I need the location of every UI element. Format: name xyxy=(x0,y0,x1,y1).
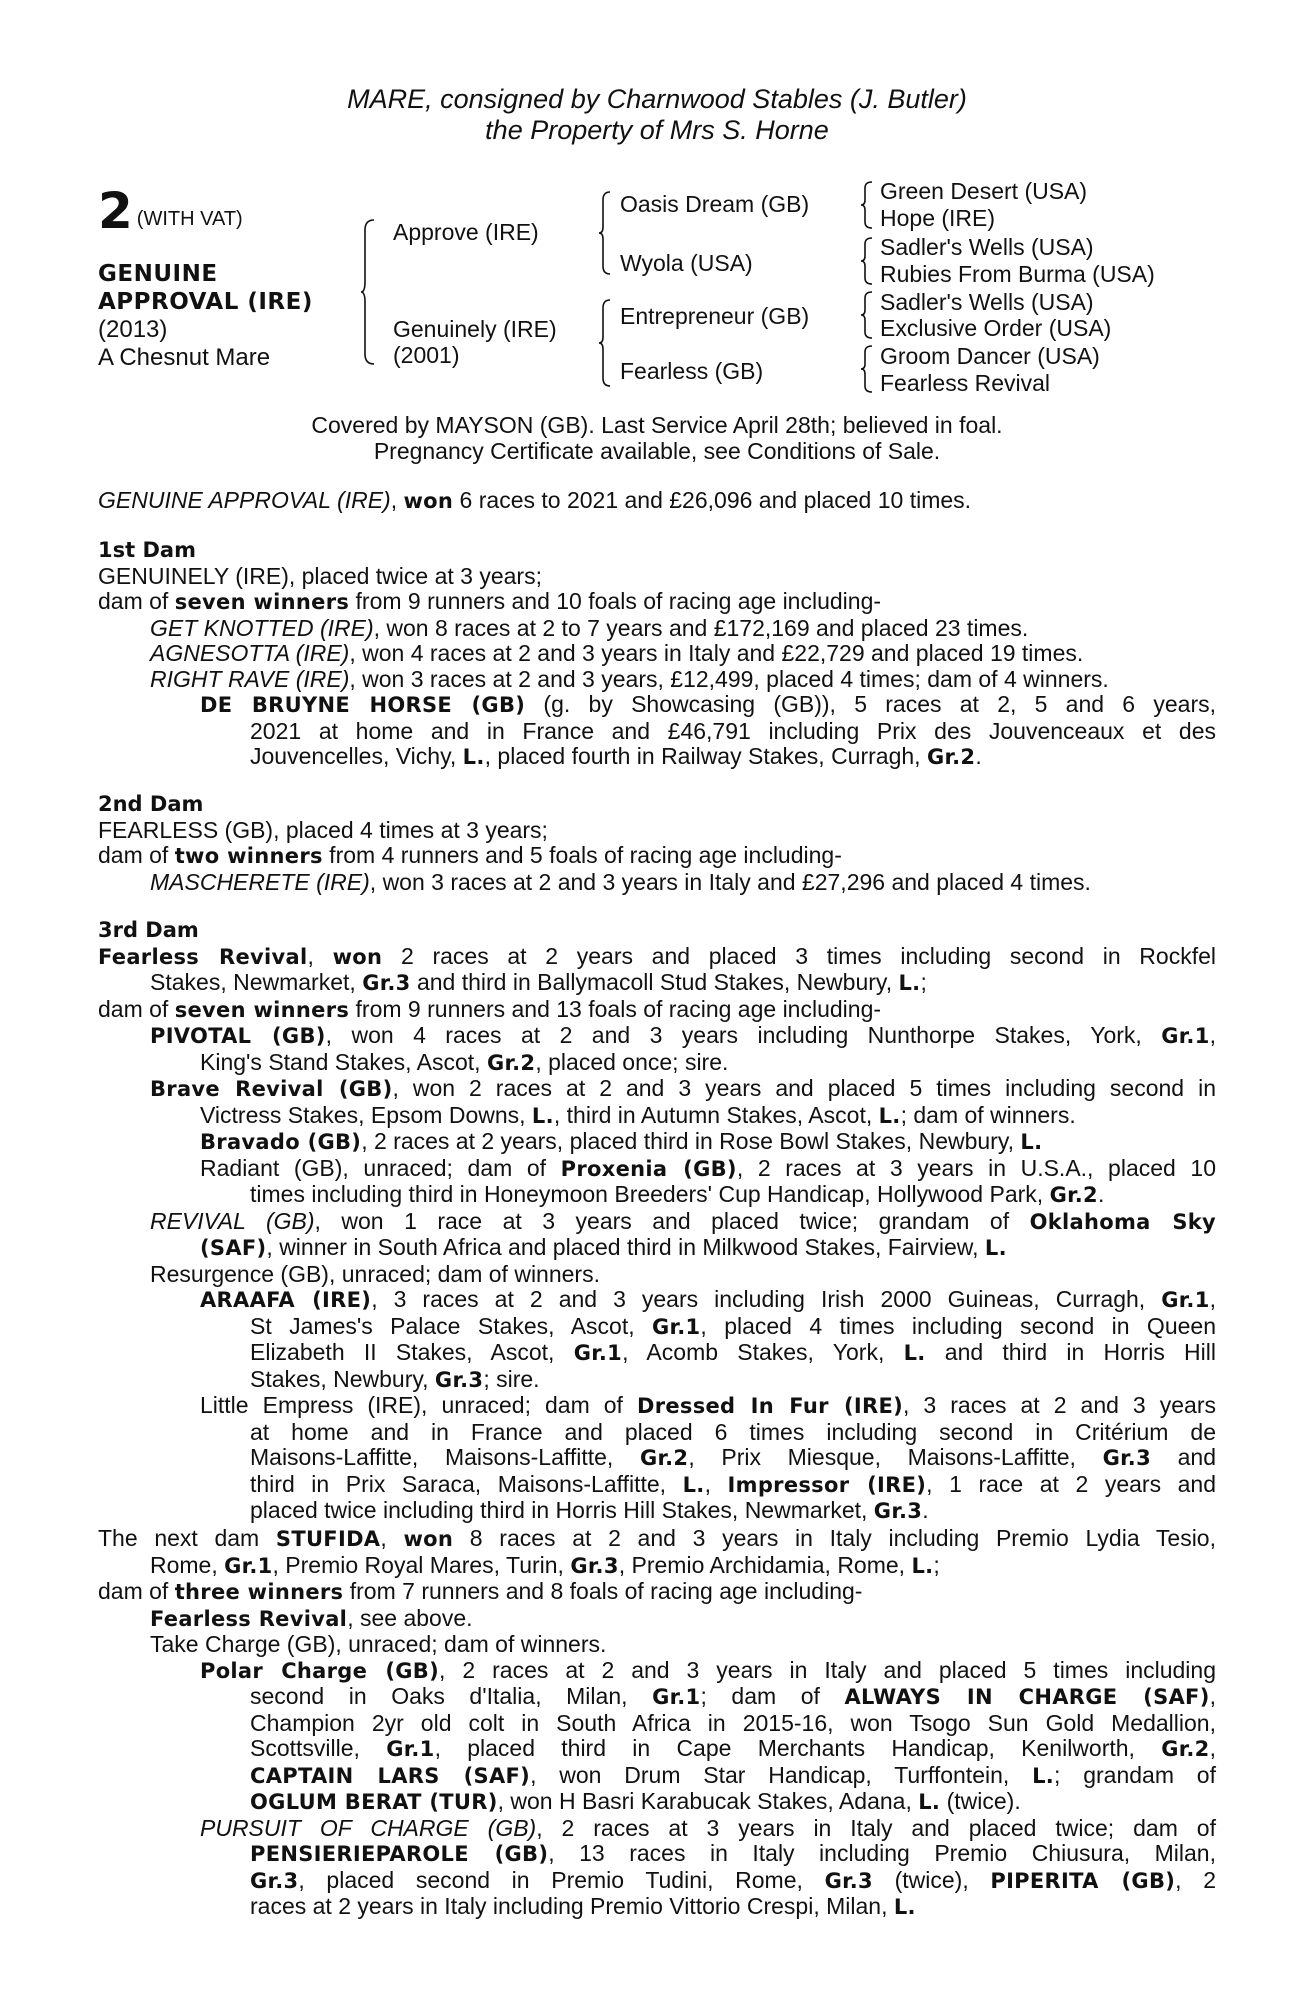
grade-label: L. xyxy=(878,1103,901,1128)
text-span: Jouvencelles, Vichy, xyxy=(250,743,463,769)
dds-name: Groom Dancer (USA) xyxy=(880,343,1100,369)
text-span: , placed once; sire. xyxy=(535,1048,729,1075)
offspring-line: Take Charge (GB), unraced; dam of winners. xyxy=(150,1631,607,1657)
text-span: Maisons-Laffitte, Maisons-Laffitte, xyxy=(250,1444,640,1470)
great-grandchild-name: PIPERITA (GB) xyxy=(990,1868,1176,1893)
grandchild-name: Polar Charge (GB) xyxy=(200,1658,440,1683)
text-span: and xyxy=(1150,1444,1217,1470)
grandchild-country: (SAF) xyxy=(200,1236,267,1260)
second-dam-title: 2nd Dam xyxy=(98,792,204,816)
grandchild-name: Proxenia (GB) xyxy=(560,1156,737,1181)
grade-label: L. xyxy=(911,1553,934,1578)
winners-count: two winners xyxy=(174,844,323,868)
winners-count: three winners xyxy=(174,1580,344,1604)
ss-brace xyxy=(860,180,874,230)
text-span: Stakes, Newbury, xyxy=(250,1365,435,1392)
dss-name: Sadler's Wells (USA) xyxy=(880,289,1094,315)
text-span: ; sire. xyxy=(483,1365,540,1392)
text-span: second in Oaks d'Italia, Milan, xyxy=(250,1683,653,1709)
grade-label: L. xyxy=(1032,1763,1055,1788)
text-span: . xyxy=(975,743,982,769)
sire-sire: Oasis Dream (GB) xyxy=(620,191,810,217)
text-span: , 3 races at 2 and 3 years including Irish 2000 Guineas, Curragh, xyxy=(371,1286,1162,1312)
text-span: Scottsville, xyxy=(250,1735,387,1761)
covered-line: Covered by MAYSON (GB). Last Service April 28th; believed in foal. xyxy=(311,412,1003,438)
text-span: , xyxy=(307,942,333,969)
summary-won: won xyxy=(403,489,454,513)
text-span: , Premio Archidamia, Rome, xyxy=(618,1551,912,1578)
grandchild-name: Bravado (GB) xyxy=(200,1130,362,1154)
text-span: from 9 runners and 10 foals of racing age including- xyxy=(349,588,882,614)
horse-name-line1: GENUINE xyxy=(98,261,218,287)
grade-label: L. xyxy=(462,745,485,769)
text-span: ; dam of winners. xyxy=(900,1101,1076,1128)
offspring-record: , won 3 races at 2 and 3 years in Italy and £27,296 and placed 4 times. xyxy=(369,868,1091,895)
text-span: 2021 at home and in France and £46,791 including Prix des Jouvenceaux et des xyxy=(250,717,1216,744)
text-span: , 3 races at 2 and 3 years xyxy=(903,1392,1216,1418)
text-span: , 1 race at 2 years and xyxy=(926,1470,1216,1497)
grade-label: L. xyxy=(682,1472,705,1497)
text-span: , see above. xyxy=(347,1604,473,1631)
text-span: , 2 races at 2 years, placed third in Rose Bowl Stakes, Newbury, xyxy=(361,1128,1021,1154)
grandchild-name: Oklahoma Sky xyxy=(1029,1209,1216,1234)
text-span: from 4 runners and 5 foals of racing age including- xyxy=(322,842,842,868)
text-span: , Premio Royal Mares, Turin, xyxy=(272,1551,571,1578)
text-span: 8 races at 2 and 3 years in Italy including Premio Lydia Tesio, xyxy=(453,1525,1216,1551)
offspring-name: Fearless Revival xyxy=(150,1606,348,1631)
offspring-name: MASCHERETE (IRE) xyxy=(150,868,370,895)
text-span: , won 4 races at 2 and 3 years including Nunthorpe Stakes, York, xyxy=(325,1022,1162,1048)
text-span: , xyxy=(704,1470,728,1497)
text-span: ; grandam of xyxy=(1054,1761,1216,1788)
text-span: from 7 runners and 8 foals of racing age including- xyxy=(343,1578,863,1604)
text-span: . xyxy=(922,1497,929,1523)
sire-dam: Wyola (USA) xyxy=(620,250,753,276)
offspring-record: , won 4 races at 2 and 3 years in Italy and £22,729 and placed 19 times. xyxy=(349,640,1084,666)
grandchild-name: Dressed In Fur (IRE) xyxy=(636,1394,904,1418)
first-dam-line: GENUINELY (IRE), placed twice at 3 years; xyxy=(98,562,542,589)
text-span: Rome, xyxy=(150,1551,225,1578)
first-dam-title: 1st Dam xyxy=(98,538,196,562)
grade-label: Gr.2 xyxy=(639,1446,689,1470)
lot-label xyxy=(98,182,243,240)
text-span: times including third in Honeymoon Breeders' Cup Handicap, Hollywood Park, xyxy=(250,1181,1050,1207)
ds-brace xyxy=(860,290,874,340)
grade-label: Gr.1 xyxy=(386,1737,435,1761)
grade-label: Gr.1 xyxy=(224,1553,273,1578)
text-span: , xyxy=(1209,1286,1216,1312)
text-span: (twice). xyxy=(940,1788,1021,1814)
consignor-line: MARE, consigned by Charnwood Stables (J. Butler) xyxy=(347,84,967,114)
summary-horse: GENUINE APPROVAL (IRE) xyxy=(98,487,391,513)
lot-number: 2 xyxy=(98,182,133,240)
property-line: the Property of Mrs S. Horne xyxy=(485,115,829,145)
grade-label: Gr.3 xyxy=(824,1868,873,1893)
grandchild-name: Impressor (IRE) xyxy=(727,1472,927,1497)
great-grandchild-name: ALWAYS IN CHARGE (SAF) xyxy=(844,1685,1210,1709)
text-span: , 2 xyxy=(1175,1866,1217,1893)
grade-label: Gr.1 xyxy=(1161,1024,1210,1048)
text-span: , 2 races at 3 years in U.S.A., placed 10 xyxy=(736,1154,1217,1181)
horse-description: A Chesnut Mare xyxy=(98,344,271,371)
text-span: Elizabeth II Stakes, Ascot, xyxy=(250,1339,574,1365)
grade-label: Gr.1 xyxy=(652,1314,701,1339)
text-span: , won 2 races at 2 and 3 years and placed 5 times including second in xyxy=(392,1075,1216,1101)
grade-label: Gr.3 xyxy=(250,1868,299,1893)
text-span: , xyxy=(1209,1735,1216,1761)
text-span: , 2 races at 3 years in Italy and placed twice; dam of xyxy=(536,1814,1216,1841)
grade-label: Gr.3 xyxy=(873,1499,923,1523)
offspring-record: , won 3 races at 2 and 3 years, £12,499, placed 4 times; dam of 4 winners. xyxy=(349,665,1109,692)
text-span: , winner in South Africa and placed third in Milkwood Stakes, Fairview, xyxy=(266,1234,985,1260)
grade-label: Gr.2 xyxy=(926,745,976,769)
offspring-name: PIVOTAL (GB) xyxy=(150,1024,326,1048)
text-span: third in Prix Saraca, Maisons-Laffitte, xyxy=(250,1470,683,1497)
text-span: dam of xyxy=(98,995,175,1022)
dam-sire: Entrepreneur (GB) xyxy=(620,303,810,329)
grade-label: Gr.2 xyxy=(1161,1737,1210,1761)
grade-label: L. xyxy=(1020,1130,1043,1154)
grandchild-name: PURSUIT OF CHARGE (GB) xyxy=(200,1814,537,1841)
text-span: , won Drum Star Handicap, Turffontein, xyxy=(530,1761,1033,1788)
next-dam-section xyxy=(98,1526,1216,1921)
text-span: , 13 races in Italy including Premio Chiusura, Milan, xyxy=(548,1840,1216,1866)
great-grandchild-name: PENSIERIEPAROLE (GB) xyxy=(250,1842,549,1866)
grade-label: L. xyxy=(531,1103,554,1128)
text-span: , Acomb Stakes, York, xyxy=(622,1339,904,1365)
text-span: from 9 runners and 13 foals of racing age including- xyxy=(349,995,882,1022)
dsd-name: Exclusive Order (USA) xyxy=(880,315,1112,341)
race-summary: GENUINE APPROVAL (IRE), won 6 races to 2021 and £26,096 and placed 10 times. xyxy=(98,487,972,513)
dam-year: (2001) xyxy=(393,342,460,368)
dam-dam: Fearless (GB) xyxy=(620,358,764,384)
text-span: , Prix Miesque, Maisons-Laffitte, xyxy=(688,1444,1103,1470)
summary-rest: 6 races to 2021 and £26,096 and placed 10 times. xyxy=(453,487,972,513)
text-span: dam of xyxy=(98,588,175,614)
text-span: , 2 races at 2 and 3 years in Italy and placed 5 times including xyxy=(439,1656,1217,1683)
horse-name-line2: APPROVAL (IRE) xyxy=(98,289,313,315)
won-label: won xyxy=(332,944,383,969)
grade-label: Gr.3 xyxy=(434,1367,484,1392)
grade-label: Gr.3 xyxy=(362,971,411,995)
winners-count: seven winners xyxy=(174,997,350,1022)
grade-label: L. xyxy=(898,971,921,995)
text-span: ; xyxy=(933,1551,940,1578)
grade-label: Gr.1 xyxy=(573,1341,623,1365)
offspring-name: Brave Revival (GB) xyxy=(150,1077,393,1101)
grade-label: L. xyxy=(893,1895,916,1919)
horse-year: (2013) xyxy=(98,316,168,343)
grade-label: L. xyxy=(918,1790,941,1814)
text-span: . xyxy=(1097,1181,1105,1207)
sire-name: Approve (IRE) xyxy=(393,219,539,245)
text-span: , won 1 race at 3 years and placed twice; grandam of xyxy=(314,1207,1030,1234)
text-span: King's Stand Stakes, Ascot, xyxy=(200,1048,487,1075)
text-span: Victress Stakes, Epsom Downs, xyxy=(200,1101,532,1128)
text-span: Little Empress (IRE), unraced; dam of xyxy=(200,1392,637,1418)
text-span: ; xyxy=(920,969,927,995)
text-span: (twice), xyxy=(872,1866,991,1893)
grade-label: Gr.1 xyxy=(652,1685,701,1709)
great-grandchild-name: OGLUM BERAT (TUR) xyxy=(250,1790,498,1814)
text-span: , placed fourth in Railway Stakes, Curragh, xyxy=(484,743,927,769)
text-span: , placed 4 times including second in Queen xyxy=(700,1312,1216,1339)
great-grandchild-name: CAPTAIN LARS (SAF) xyxy=(250,1763,531,1788)
text-span: The next dam xyxy=(98,1525,276,1551)
text-span: and third in Horris Hill xyxy=(925,1339,1216,1365)
winners-count: seven winners xyxy=(174,590,350,614)
grade-label: Gr.3 xyxy=(1102,1446,1151,1470)
grandchild-name: DE BRUYNE HORSE (GB) xyxy=(200,693,526,717)
text-span: dam of xyxy=(98,842,175,868)
text-span: , xyxy=(1209,1683,1216,1709)
dam-brace xyxy=(598,298,612,388)
ssd-name: Hope (IRE) xyxy=(880,205,996,231)
dam-name: STUFIDA xyxy=(275,1527,381,1551)
text-span: Radiant (GB), unraced; dam of xyxy=(200,1154,561,1181)
sire-brace xyxy=(598,190,612,276)
grade-label: Gr.2 xyxy=(486,1050,536,1075)
text-span: Stakes, Newmarket, xyxy=(150,969,363,995)
grade-label: L. xyxy=(903,1341,926,1365)
third-dam-title: 3rd Dam xyxy=(98,918,199,942)
sss-name: Green Desert (USA) xyxy=(880,178,1088,204)
grandchild-name: ARAAFA (IRE) xyxy=(200,1288,372,1312)
text-span: dam of xyxy=(98,1578,175,1604)
offspring-name: GET KNOTTED (IRE) xyxy=(150,614,374,641)
offspring-line: Resurgence (GB), unraced; dam of winners. xyxy=(150,1260,600,1287)
text-span: at home and in France and placed 6 times including second in Critérium de xyxy=(250,1418,1216,1445)
text-span: St James's Palace Stakes, Ascot, xyxy=(250,1312,653,1339)
text-span: , placed second in Premio Tudini, Rome, xyxy=(298,1866,825,1893)
dd-brace xyxy=(860,344,874,394)
second-dam-line: FEARLESS (GB), placed 4 times at 3 years; xyxy=(98,816,548,843)
sds-name: Sadler's Wells (USA) xyxy=(880,234,1094,260)
sdd-name: Rubies From Burma (USA) xyxy=(880,261,1155,287)
text-span: 2 races at 2 years and placed 3 times including second in Rockfel xyxy=(382,942,1216,969)
text-span: , xyxy=(380,1525,404,1551)
grade-label: Gr.1 xyxy=(1161,1288,1210,1312)
consignor-header xyxy=(0,84,1314,146)
pregnancy-line: Pregnancy Certificate available, see Conditions of Sale. xyxy=(373,438,941,464)
vat-note: (WITH VAT) xyxy=(136,208,243,230)
ddd-name: Fearless Revival xyxy=(880,370,1050,396)
sd-brace xyxy=(860,236,874,286)
third-dam-section xyxy=(98,918,1216,1525)
text-span: (g. by Showcasing (GB)), 5 races at 2, 5 and 6 years, xyxy=(525,691,1216,717)
second-dam-section xyxy=(98,792,1216,895)
offspring-record: , won 8 races at 2 to 7 years and £172,169 and placed 23 times. xyxy=(373,614,1029,641)
text-span: , xyxy=(1209,1022,1216,1048)
dam-name: Fearless Revival xyxy=(98,944,308,969)
text-span: , won H Basri Karabucak Stakes, Adana, xyxy=(497,1788,919,1814)
text-span: placed twice including third in Horris Hill Stakes, Newmarket, xyxy=(250,1497,874,1523)
text-span: ; dam of xyxy=(700,1683,845,1709)
text-span: , placed third in Cape Merchants Handicap, Kenilworth, xyxy=(434,1735,1162,1761)
text-span: Champion 2yr old colt in South Africa in 2015-16, won Tsogo Sun Gold Medallion, xyxy=(250,1709,1216,1736)
text-span: races at 2 years in Italy including Premio Vittorio Crespi, Milan, xyxy=(250,1893,894,1919)
text-span: , third in Autumn Stakes, Ascot, xyxy=(553,1101,879,1128)
won-label: won xyxy=(403,1527,454,1551)
grade-label: Gr.3 xyxy=(570,1553,619,1578)
grade-label: L. xyxy=(984,1236,1007,1260)
sire-dam-brace xyxy=(360,218,376,366)
offspring-name: AGNESOTTA (IRE) xyxy=(150,640,350,666)
horse-info xyxy=(98,260,313,372)
first-dam-section xyxy=(98,538,1216,771)
offspring-name: REVIVAL (GB) xyxy=(150,1207,315,1234)
offspring-name: RIGHT RAVE (IRE) xyxy=(150,665,350,692)
dam-name: Genuinely (IRE) xyxy=(393,316,557,342)
grade-label: Gr.2 xyxy=(1049,1183,1098,1207)
text-span: and third in Ballymacoll Stud Stakes, Newbury, xyxy=(410,969,899,995)
